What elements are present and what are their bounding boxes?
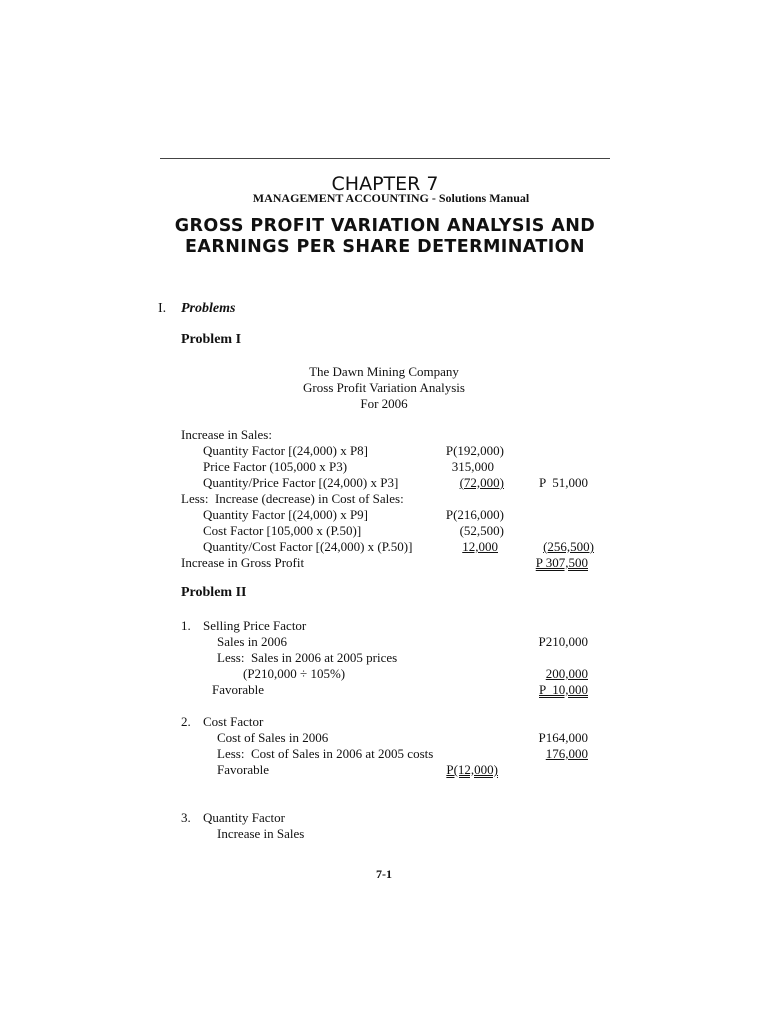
list-item-line: Favorable xyxy=(217,762,269,777)
table-cell-amount: 12,000 xyxy=(462,539,498,554)
chapter-title-line-1: GROSS PROFIT VARIATION ANALYSIS AND xyxy=(174,216,596,236)
list-item-value: P 10,000 xyxy=(539,682,588,697)
chapter-title-line-2: EARNINGS PER SHARE DETERMINATION xyxy=(185,237,585,257)
table-cell-amount: P(216,000) xyxy=(445,507,504,522)
table-cell-total: P 307,500 xyxy=(535,555,588,570)
table-cell-amount: (52,500) xyxy=(459,523,504,538)
problem-2-heading: Problem II xyxy=(181,585,247,600)
table-cell-amount: (72,000) xyxy=(459,475,504,490)
header-separator: - xyxy=(428,191,439,205)
list-item-line: Cost of Sales in 2006 xyxy=(217,730,329,745)
list-item-number: 1. xyxy=(181,618,191,633)
list-item-title: Quantity Factor xyxy=(203,810,285,825)
table-cell-total: (256,500) xyxy=(543,539,594,554)
list-item-value: 176,000 xyxy=(545,746,588,761)
table-row-label: Quantity/Cost Factor [(24,000) x (P.50)] xyxy=(203,539,413,554)
table-cell-total: P 51,000 xyxy=(539,475,588,490)
list-item-line: Sales in 2006 xyxy=(217,634,288,649)
list-item-title: Selling Price Factor xyxy=(203,618,307,633)
company-name: The Dawn Mining Company xyxy=(309,364,459,379)
list-item-line: (P210,000 ÷ 105%) xyxy=(243,666,346,681)
header-rule xyxy=(160,158,610,159)
list-item-line: Less: Cost of Sales in 2006 at 2005 costs xyxy=(217,746,434,761)
table-row-label: Quantity Factor [(24,000) x P9] xyxy=(203,507,369,522)
table-row-label: Quantity/Price Factor [(24,000) x P3] xyxy=(203,475,399,490)
header-manual-title: Solutions Manual xyxy=(438,191,530,205)
list-item-value: P210,000 xyxy=(538,634,588,649)
section-number: I. xyxy=(158,301,167,316)
list-item-line: Less: Sales in 2006 at 2005 prices xyxy=(217,650,398,665)
list-item-line: Increase in Sales xyxy=(217,826,305,841)
chapter-number: CHAPTER 7 xyxy=(331,173,439,195)
list-item-value: P(12,000) xyxy=(446,762,498,777)
list-item-value: P164,000 xyxy=(538,730,588,745)
section-label: Problems xyxy=(181,301,236,316)
header-book-title: MANAGEMENT ACCOUNTING xyxy=(252,191,429,205)
list-item-title: Cost Factor xyxy=(203,714,264,729)
problem-1-heading: Problem I xyxy=(181,332,242,347)
report-period: For 2006 xyxy=(360,396,408,411)
table-row-label: Quantity Factor [(24,000) x P8] xyxy=(203,443,369,458)
table-cell-amount: 315,000 xyxy=(451,459,494,474)
table-row-label: Cost Factor [105,000 x (P.50)] xyxy=(203,523,362,538)
list-item-number: 3. xyxy=(181,810,191,825)
table-row-label: Increase in Gross Profit xyxy=(181,555,305,570)
table-cell-amount: P(192,000) xyxy=(445,443,504,458)
list-item-value: 200,000 xyxy=(545,666,588,681)
table-row-label: Price Factor (105,000 x P3) xyxy=(203,459,348,474)
report-title: Gross Profit Variation Analysis xyxy=(303,380,465,395)
table-row-label: Increase in Sales: xyxy=(181,427,272,442)
table-row-label: Less: Increase (decrease) in Cost of Sales: xyxy=(181,491,404,506)
page-number: 7-1 xyxy=(376,867,392,881)
list-item-line: Favorable xyxy=(212,682,264,697)
list-item-number: 2. xyxy=(181,714,191,729)
